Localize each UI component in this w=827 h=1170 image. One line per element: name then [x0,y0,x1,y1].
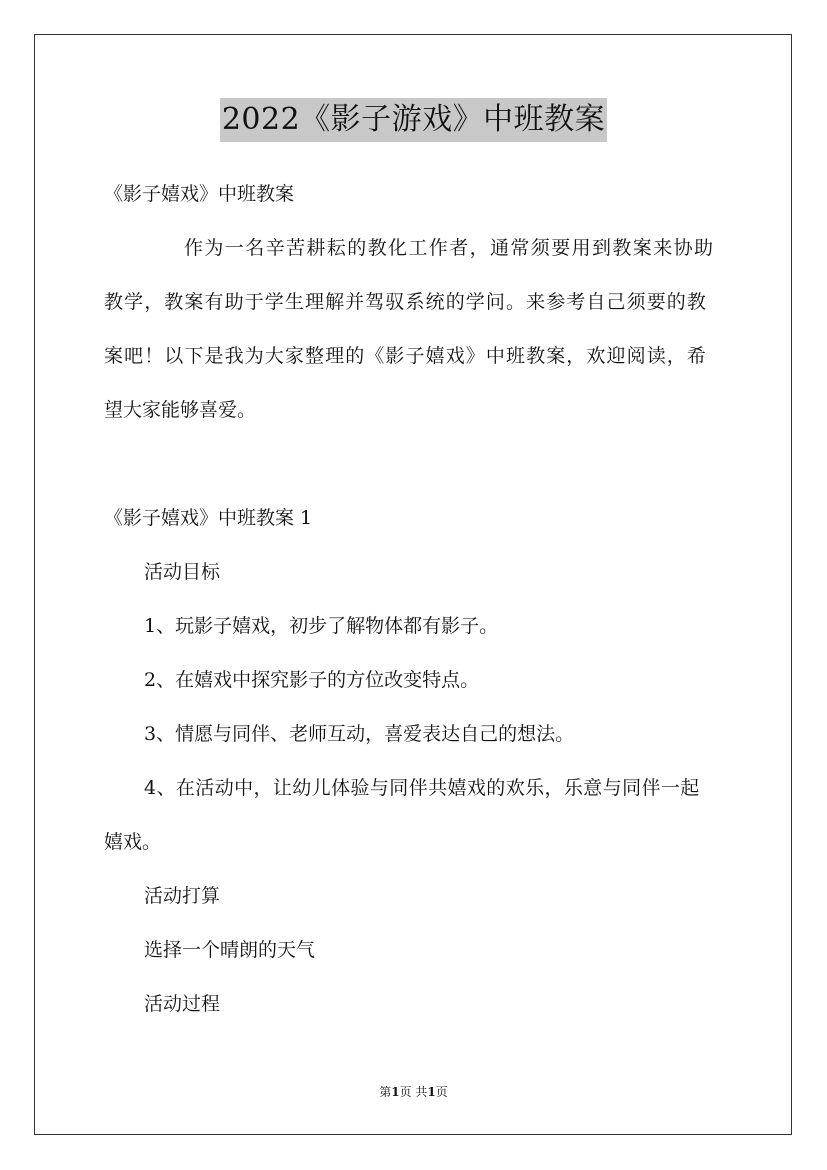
goals-heading: 活动目标 [144,561,221,583]
footer-mid: 页 共 [399,1085,428,1099]
footer-total-pages: 1 [427,1085,436,1099]
goal-item-4-continued: 嬉戏。 [104,831,162,853]
intro-line-1: 作为一名辛苦耕耘的教化工作者，通常须要用到教案来协助 [184,237,715,259]
intro-line-2: 教学，教案有助于学生理解并驾驭系统的学问。来参考自己须要的教 [104,291,708,313]
section-heading: 《影子嬉戏》中班教案 1 [104,507,313,529]
document-title: 2022《影子游戏》中班教案 [220,98,607,142]
goal-item-4: 4、在活动中，让幼儿体验与同伴共嬉戏的欢乐，乐意与同伴一起 [144,777,700,799]
process-heading: 活动过程 [144,993,221,1015]
page-footer [0,1083,827,1101]
footer-prefix: 第 [379,1085,392,1099]
title-container [0,98,827,142]
intro-line-4: 望大家能够喜爱。 [104,399,257,421]
document-heading: 《影子嬉戏》中班教案 [104,183,295,205]
goal-item-3: 3、情愿与同伴、老师互动，喜爱表达自己的想法。 [144,723,575,745]
intro-line-3: 案吧！以下是我为大家整理的《影子嬉戏》中班教案，欢迎阅读，希 [104,345,708,367]
footer-current-page: 1 [391,1085,400,1099]
goal-item-2: 2、在嬉戏中探究影子的方位改变特点。 [144,669,480,691]
prep-text: 选择一个晴朗的天气 [144,939,316,961]
footer-suffix: 页 [435,1085,448,1099]
prep-heading: 活动打算 [144,885,221,907]
goal-item-1: 1、玩影子嬉戏，初步了解物体都有影子。 [144,615,499,637]
